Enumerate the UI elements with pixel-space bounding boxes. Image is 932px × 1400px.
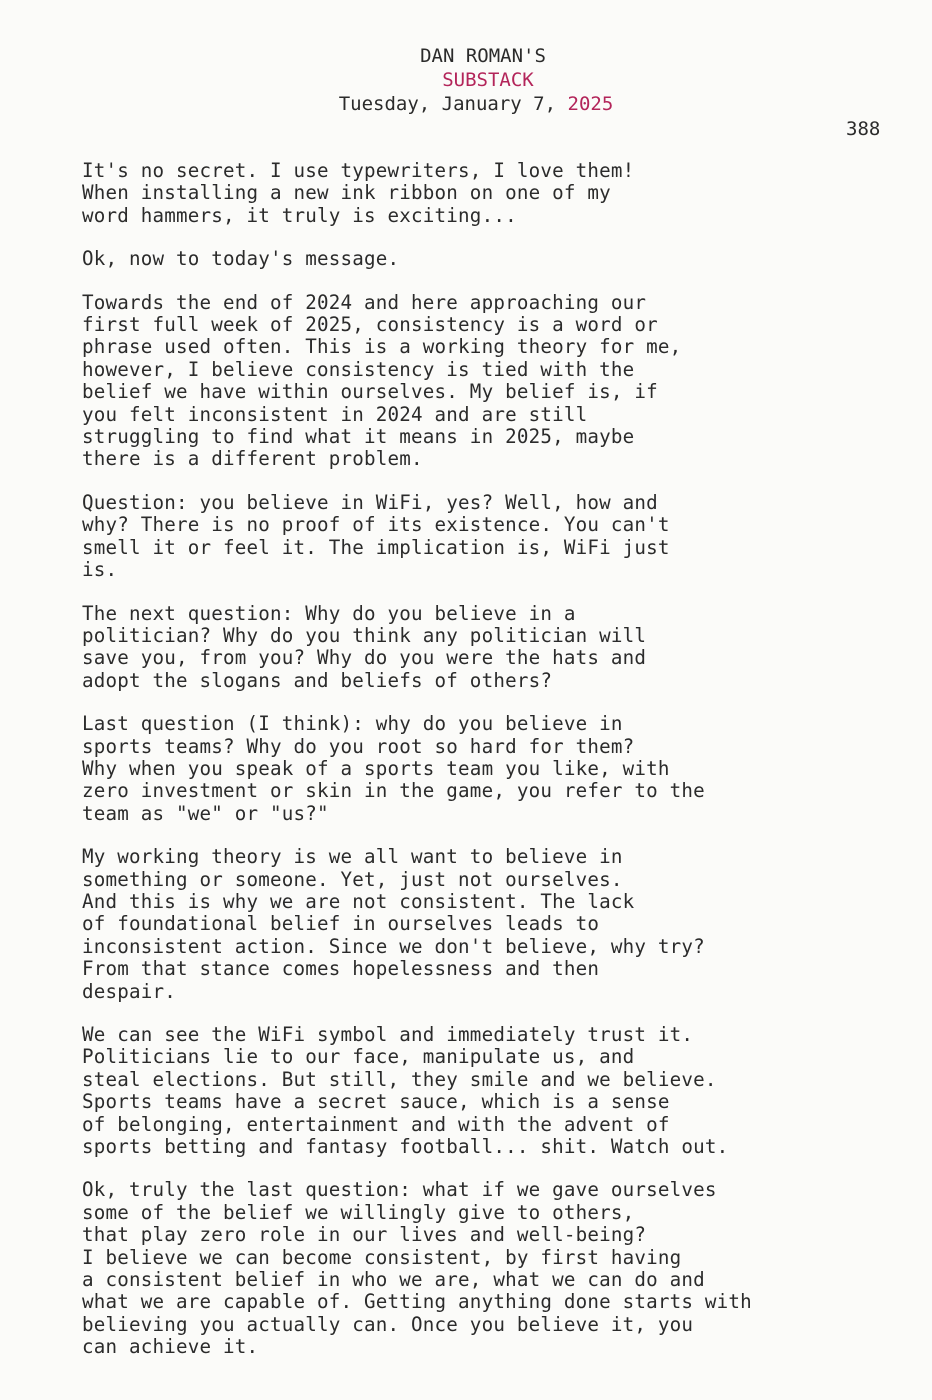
letter-body <box>82 160 882 1380</box>
paragraph <box>82 1024 882 1158</box>
text-line: despair. <box>82 979 177 1003</box>
text-line: From that stance comes hopelessness and then <box>82 957 600 981</box>
text-line: there is a different problem. <box>82 447 423 471</box>
text-line: Ok, truly the last question: what if we gave ourselves <box>82 1178 717 1202</box>
text-line: first full week of 2025, consistency is a word or <box>82 313 658 337</box>
text-line: belief we have within ourselves. My belief is, if <box>82 380 658 404</box>
date-text: Tuesday, January 7, <box>338 93 568 115</box>
text-line: We can see the WiFi symbol and immediately trust it. <box>82 1023 694 1046</box>
text-line: phrase used often. This is a working theory for me, <box>82 335 682 359</box>
text-line: politician? Why do you think any politician will <box>82 623 647 647</box>
text-line: adopt the slogans and beliefs of others? <box>82 668 553 692</box>
paragraph <box>82 292 882 471</box>
text-line: team as "we" or "us?" <box>82 801 329 825</box>
text-line: And this is why we are not consistent. The lack <box>82 889 635 913</box>
text-line: struggling to find what it means in 2025, maybe <box>82 425 635 449</box>
paragraph <box>82 603 882 693</box>
text-line: zero investment or skin in the game, you refer to the <box>82 779 705 803</box>
publication-heading: SUBSTACK <box>442 69 534 91</box>
page-number: 388 <box>846 118 881 140</box>
text-line: Last question (I think): why do you believe in <box>82 712 623 736</box>
text-line: can achieve it. <box>82 1335 259 1359</box>
text-line: It's no secret. I use typewriters, I love them! <box>82 159 635 182</box>
text-line: of belonging, entertainment and with the advent of <box>82 1112 670 1136</box>
text-line: save you, from you? Why do you were the hats and <box>82 646 647 670</box>
text-line: why? There is no proof of its existence. You can't <box>82 513 670 537</box>
page-header <box>0 44 932 116</box>
text-line: you felt inconsistent in 2024 and are still <box>82 402 588 426</box>
paragraph <box>82 846 882 1003</box>
text-line: steal elections. But still, they smile and we believe. <box>82 1067 717 1091</box>
paragraph <box>82 248 882 270</box>
paragraph <box>82 492 882 582</box>
text-line: Why when you speak of a sports team you like, with <box>82 756 670 780</box>
text-line: however, I believe consistency is tied with the <box>82 357 635 381</box>
text-line: smell it or feel it. The implication is, WiFi just <box>82 535 670 559</box>
text-line: Towards the end of 2024 and here approaching our <box>82 290 647 314</box>
text-line: some of the belief we willingly give to others, <box>82 1200 635 1224</box>
text-line: what we are capable of. Getting anything done starts with <box>82 1290 752 1314</box>
text-line: Sports teams have a secret sauce, which is a sense <box>82 1090 670 1114</box>
text-line: sports betting and fantasy football... shit. Watch out. <box>82 1135 729 1159</box>
text-line: Question: you believe in WiFi, yes? Well, how and <box>82 490 658 514</box>
author-heading: DAN ROMAN'S <box>420 45 546 67</box>
text-line: inconsistent action. Since we don't believe, why try? <box>82 934 705 958</box>
text-line: sports teams? Why do you root so hard for them? <box>82 734 635 758</box>
text-line: a consistent belief in who we are, what we can do and <box>82 1268 705 1292</box>
date-year: 2025 <box>567 93 614 115</box>
paragraph <box>82 1179 882 1358</box>
text-line: of foundational belief in ourselves leads to <box>82 912 600 936</box>
text-line: something or someone. Yet, just not ourselves. <box>82 867 623 891</box>
text-line: believing you actually can. Once you believe it, you <box>82 1312 694 1336</box>
paragraph <box>82 160 882 227</box>
paragraph <box>82 713 882 825</box>
text-line: The next question: Why do you believe in a <box>82 601 576 625</box>
text-line: word hammers, it truly is exciting... <box>82 203 517 227</box>
text-line: When installing a new ink ribbon on one of my <box>82 181 611 205</box>
date-line <box>20 92 932 116</box>
text-line: My working theory is we all want to believe in <box>82 845 623 869</box>
text-line: I believe we can become consistent, by first having <box>82 1245 682 1269</box>
text-line: Ok, now to today's message. <box>82 247 400 271</box>
text-line: is. <box>82 558 118 582</box>
text-line: Politicians lie to our face, manipulate us, and <box>82 1045 635 1069</box>
text-line: that play zero role in our lives and well-being? <box>82 1223 647 1247</box>
